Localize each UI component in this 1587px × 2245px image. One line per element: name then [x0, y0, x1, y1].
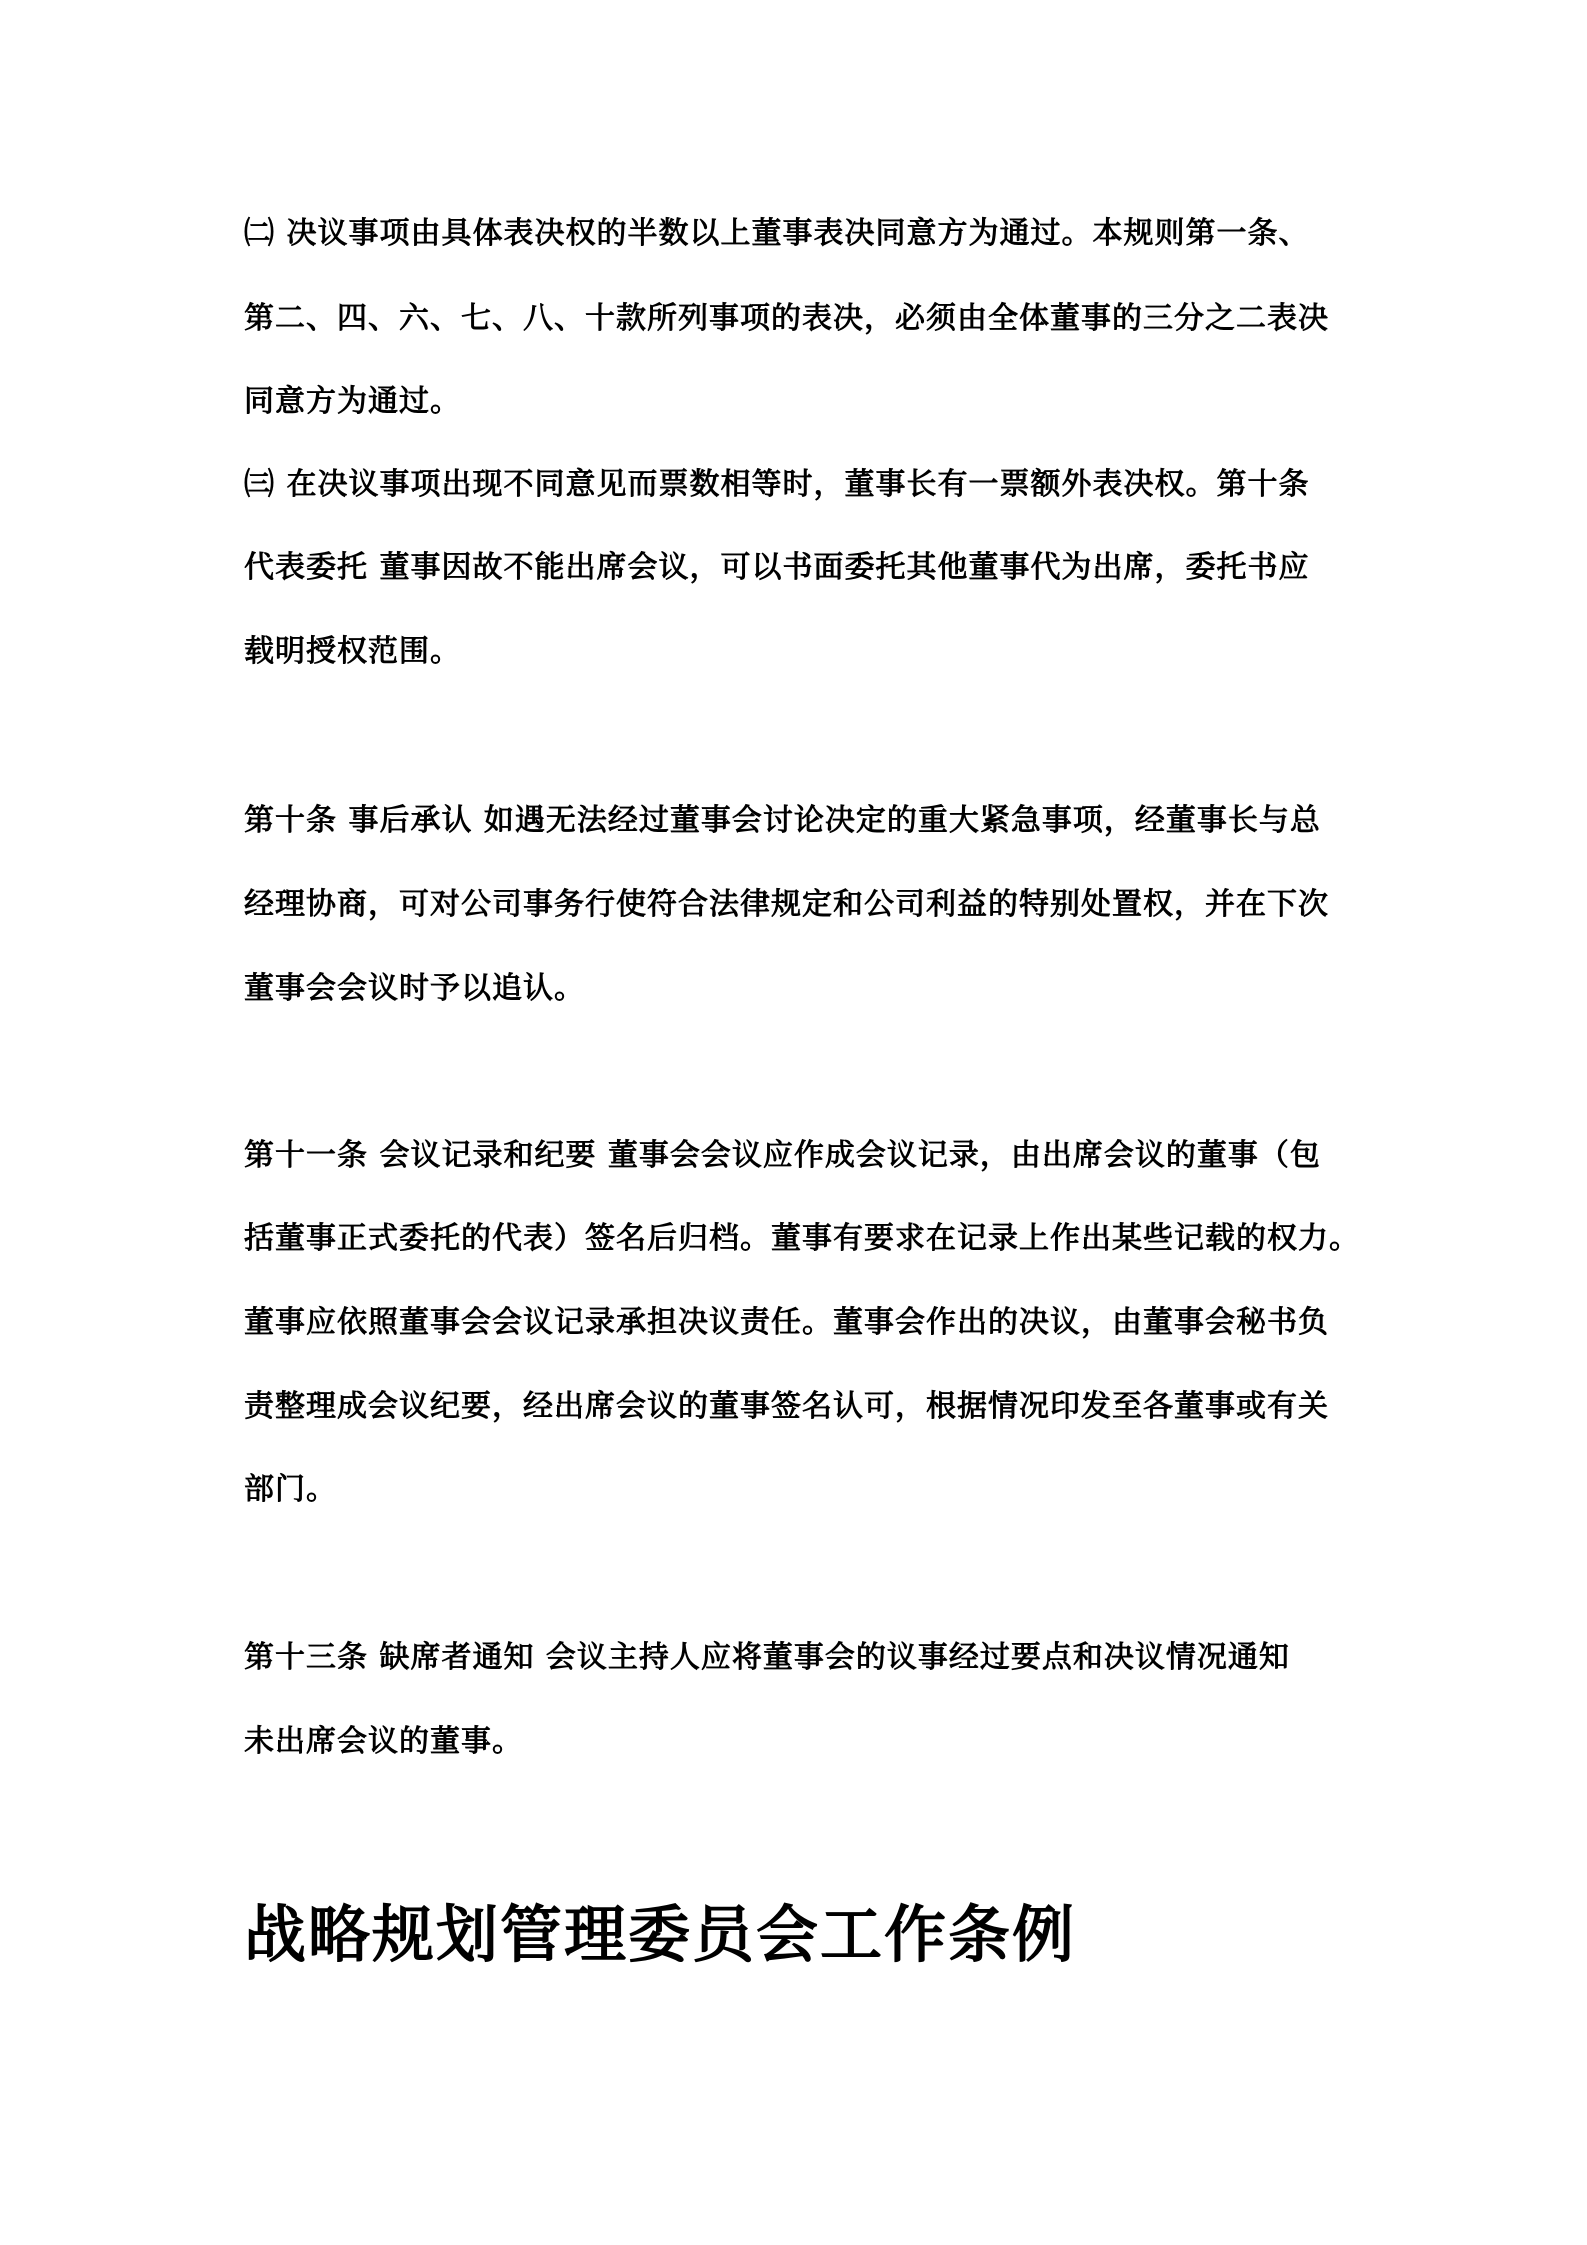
paragraph-2-line-3: 载明授权范围。	[244, 634, 461, 669]
paragraph-2-line-2: 代表委托 董事因故不能出席会议，可以书面委托其他董事代为出席，委托书应	[244, 550, 1310, 585]
paragraph-3-line-3: 董事会会议时予以追认。	[244, 971, 585, 1006]
paragraph-1-line-3: 同意方为通过。	[244, 384, 461, 419]
paragraph-4-line-2: 括董事正式委托的代表）签名后归档。董事有要求在记录上作出某些记载的权力。	[244, 1221, 1360, 1256]
paragraph-5-line-1: 第十三条 缺席者通知 会议主持人应将董事会的议事经过要点和决议情况通知	[244, 1640, 1290, 1675]
paragraph-4-line-3: 董事应依照董事会会议记录承担决议责任。董事会作出的决议，由董事会秘书负	[244, 1305, 1329, 1340]
section-heading: 战略规划管理委员会工作条例	[244, 1898, 1077, 1971]
paragraph-1-line-2: 第二、四、六、七、八、十款所列事项的表决，必须由全体董事的三分之二表决	[244, 301, 1329, 336]
paragraph-3-line-2: 经理协商，可对公司事务行使符合法律规定和公司利益的特别处置权，并在下次	[244, 887, 1329, 922]
paragraph-1-line-1: ㈡ 决议事项由具体表决权的半数以上董事表决同意方为通过。本规则第一条、	[244, 216, 1310, 251]
paragraph-3-line-1: 第十条 事后承认 如遇无法经过董事会讨论决定的重大紧急事项，经董事长与总	[244, 803, 1321, 838]
paragraph-5-line-2: 未出席会议的董事。	[244, 1724, 523, 1759]
paragraph-4-line-4: 责整理成会议纪要，经出席会议的董事签名认可，根据情况印发至各董事或有关	[244, 1389, 1329, 1424]
paragraph-4-line-1: 第十一条 会议记录和纪要 董事会会议应作成会议记录，由出席会议的董事（包	[244, 1138, 1321, 1173]
paragraph-2-line-1: ㈢ 在决议事项出现不同意见而票数相等时，董事长有一票额外表决权。第十条	[244, 467, 1310, 502]
paragraph-4-line-5: 部门。	[244, 1472, 337, 1507]
